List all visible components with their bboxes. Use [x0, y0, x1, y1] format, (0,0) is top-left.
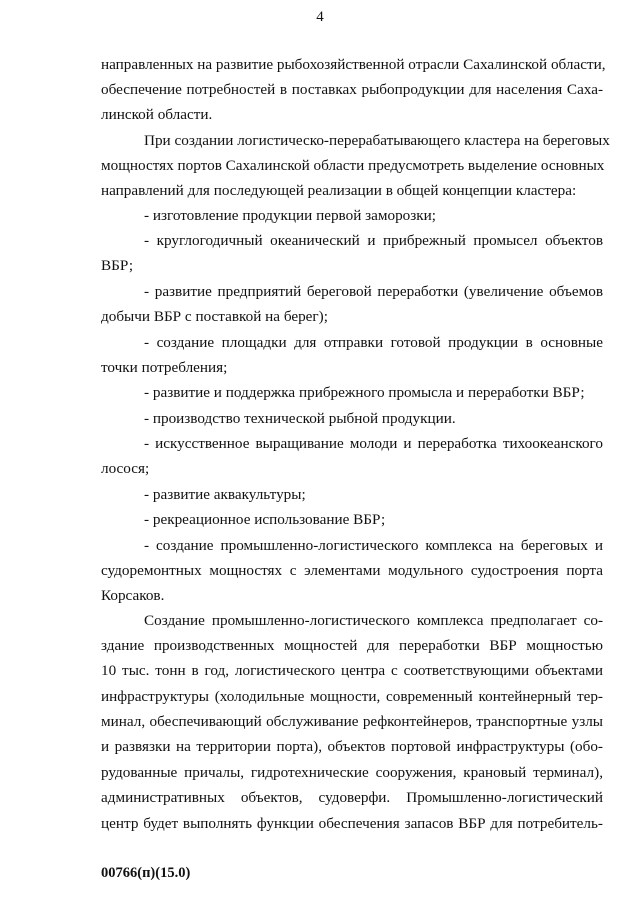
- text-line: направленных на развитие рыбохозяйственной отрасли Сахалинской области,: [101, 56, 606, 73]
- text-line: точки потребления;: [101, 359, 228, 376]
- text-line: здание производственных мощностей для переработки ВБР мощностью: [101, 637, 603, 654]
- text-line: инфраструктуры (холодильные мощности, современный контейнерный тер-: [101, 688, 603, 705]
- text-line: административных объектов, судоверфи. Промышленно-логистический: [101, 789, 603, 806]
- text-line: обеспечение потребностей в поставках рыбопродукции для населения Саха-: [101, 81, 603, 98]
- text-line: и развязки на территории порта), объектов портовой инфраструктуры (обо-: [101, 738, 603, 755]
- text-line: центр будет выполнять функции обеспечения запасов ВБР для потребитель-: [101, 815, 603, 832]
- text-line: При создании логистическо-перерабатывающего кластера на береговых: [144, 132, 610, 149]
- text-line: направлений для последующей реализации в общей концепции кластера:: [101, 182, 577, 199]
- text-line: рудованные причалы, гидротехнические сооружения, крановый терминал),: [101, 764, 603, 781]
- list-item: - круглогодичный океанический и прибрежный промысел объектов: [144, 232, 603, 249]
- list-item: - искусственное выращивание молоди и переработка тихоокеанского: [144, 435, 603, 452]
- text-line: минал, обеспечивающий обслуживание рефконтейнеров, транспортные узлы: [101, 713, 603, 730]
- list-item: - развитие предприятий береговой переработки (увеличение объемов: [144, 283, 603, 300]
- text-line: линской области.: [101, 106, 213, 123]
- document-code: 00766(п)(15.0): [101, 865, 191, 881]
- list-item: - развитие и поддержка прибрежного промысла и переработки ВБР;: [144, 384, 585, 401]
- text-line: Создание промышленно-логистического комплекса предполагает со-: [144, 612, 603, 629]
- list-item: - создание промышленно-логистического комплекса на береговых и: [144, 537, 603, 554]
- list-item: - развитие аквакультуры;: [144, 486, 306, 503]
- text-line: 10 тыс. тонн в год, логистического центра с соответствующими объектами: [101, 662, 603, 679]
- page-number: 4: [316, 9, 324, 25]
- list-item: - изготовление продукции первой заморозки;: [144, 207, 437, 224]
- list-item: - производство технической рыбной продукции.: [144, 410, 456, 427]
- text-line: мощностях портов Сахалинской области предусмотреть выделение основных: [101, 157, 605, 174]
- list-item: - рекреационное использование ВБР;: [144, 511, 386, 528]
- text-line: судоремонтных мощностях с элементами модульного судостроения порта: [101, 562, 603, 579]
- list-item: - создание площадки для отправки готовой продукции в основные: [144, 334, 603, 351]
- text-line: Корсаков.: [101, 587, 165, 604]
- text-line: ВБР;: [101, 257, 134, 274]
- text-line: лосося;: [101, 460, 150, 477]
- text-line: добычи ВБР с поставкой на берег);: [101, 308, 328, 325]
